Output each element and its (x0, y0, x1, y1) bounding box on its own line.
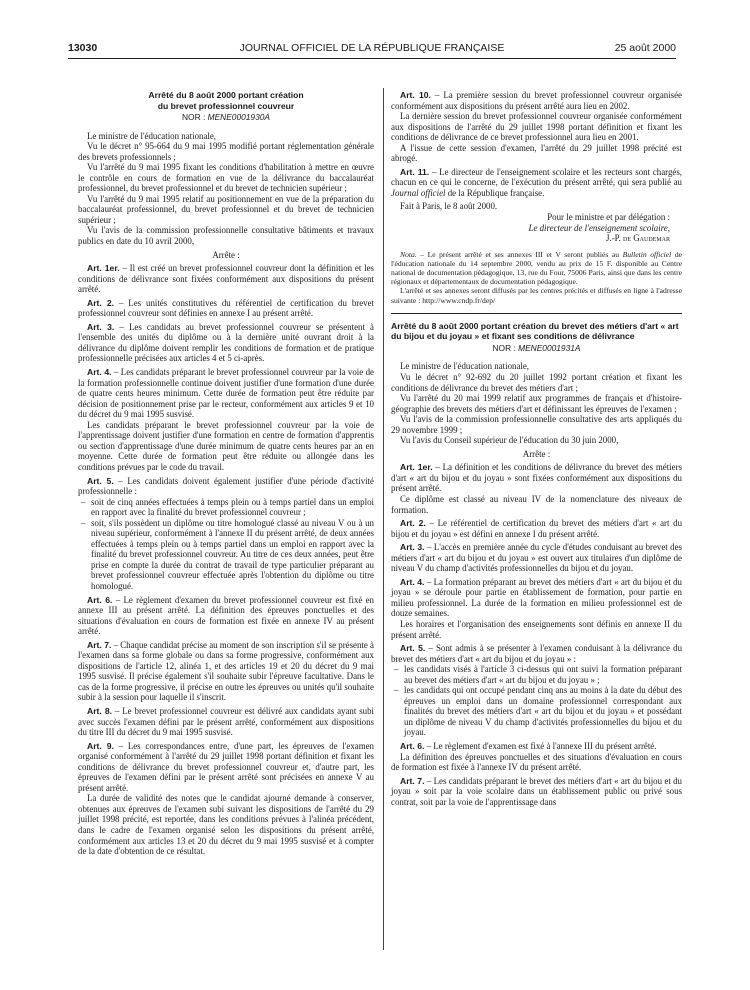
article-5: Art. 5. – Sont admis à se présenter à l'examen conduisant à la délivrance du brevet des métiers d'art « art du bijou et du joyau » : (391, 643, 683, 664)
issue-date: 25 août 2000 (614, 42, 676, 54)
preamble-visa: Vu le décret n° 92-692 du 20 juillet 1992 portant création et fixant les conditions de délivrance du brevet des métiers d'art ; (391, 371, 682, 393)
article-6: Art. 6. – Le règlement d'examen est fixé à l'annexe III du présent arrêté. (400, 741, 657, 752)
article-9-paragraph: La durée de validité des notes que le candidat ajourné demande à conserver, obtenues aux épreuves de l'examen subi suivant les dispositions de l'arrêté du 29 juillet 1998 précité, est reportée, dans les conditions prévues à l'alinéa précédent, dans le cadre de l'examen organisé selon les dispositions du présent arrêté, conformément aux articles 13 et 20 du décret du 9 mai 1995 susvisé et à compter de la date d'obtention de ce résultat. (78, 793, 374, 857)
article-label: Art. 4. (400, 576, 425, 587)
article-7: Art. 7. – Les candidats préparant le brevet des métiers d'art « art du bijou et du joyau » soit par la voie scolaire dans un établissement public ou privé sous contrat, soit par la voie de l'apprentissage dans (391, 775, 682, 807)
section-separator (391, 313, 682, 314)
article-5: Art. 5. – Les candidats doivent également justifier d'une période d'activité professionnelle : (78, 475, 374, 497)
preamble-visa: Vu l'arrêté du 20 mai 1999 relatif aux programmes de français et d'histoire-géographie des brevets des métiers d'art et définissant les épreuves de l'examen ; (391, 393, 682, 414)
preamble-visa: Vu l'arrêté du 9 mai 1995 fixant les conditions d'habilitation à mettre en œuvre le contrôle en cours de formation en vue de la délivrance du baccalauréat professionnel, du brevet professionnel et du brevet de technicien supérieur ; (78, 162, 374, 194)
article-2: Art. 2. – Le référentiel de certification du brevet des métiers d'art « art du bijou et du joyau » est défini en annexe I du présent arrêté. (391, 518, 683, 539)
signature-delegation: Pour le ministre et par délégation : (547, 212, 670, 223)
signature-role: Le directeur de l'enseignement scolaire, (528, 222, 670, 233)
preamble-visa: Vu l'avis de la commission professionnelle consultative des arts appliqués du 29 novembre 1999 ; (391, 414, 682, 435)
nor-reference: NOR : MENE0001931A (492, 342, 581, 353)
nota-block (391, 250, 682, 305)
nor-code: MENE0001930A (207, 112, 270, 122)
list-item: – les candidats visés à l'article 3 ci-dessus qui ont suivi la formation préparant au brevet des métiers d'art « art du bijou et du joyau » ; (394, 664, 682, 685)
article-1-paragraph: Ce diplôme est classé au niveau IV de la nomenclature des niveaux de formation. (391, 493, 682, 515)
article-10-paragraph: La dernière session du brevet professionnel couvreur organisée conformément aux dispositions de l'arrêté du 29 juillet 1998 portant définition et fixant les conditions de délivrance de ce brevet professionnel aura lieu en 2001. (391, 111, 682, 143)
article-label: Art. 2. (87, 297, 115, 308)
right-column (391, 90, 682, 807)
article-6-paragraph: La définition des épreuves ponctuelles et des situations d'évaluation en cours de formation est fixée à l'annexe IV du présent arrêté. (391, 751, 682, 773)
signature-name: J.-P. de Gaudemar (606, 233, 670, 244)
article-label: Art. 7. (400, 775, 425, 786)
list-item: – soit de cinq années effectuées à temps plein ou à temps partiel dans un emploi en rapport avec la finalité du brevet professionnel couvreur ; (81, 496, 374, 518)
preamble-visa: Vu l'avis de la commission professionnelle consultative bâtiments et travaux publics en date du 10 avril 2000, (78, 225, 374, 247)
article-1: Art. 1er. – La définition et les conditions de délivrance du brevet des métiers d'art « art du bijou et du joyau » sont fixées conformément aux dispositions du présent arrêté. (391, 462, 682, 494)
article-label: Art. 1er. (400, 462, 433, 473)
article-1: Art. 1er. – Il est créé un brevet professionnel couvreur dont la définition et les conditions de délivrance sont fixées conformément aux dispositions du présent arrêté. (78, 263, 374, 295)
preamble-visa: Vu le décret n° 95-664 du 9 mai 1995 modifié portant réglementation générale des brevets professionnels ; (78, 141, 374, 162)
article-label: Art. 2. (400, 518, 426, 529)
article-10: Art. 10. – La première session du brevet professionnel couvreur organisée conformément aux dispositions du présent arrêté aura lieu en 2002. (391, 90, 682, 111)
page-header (68, 42, 676, 58)
decree-title-line-1: Arrêté du 8 août 2000 portant création (148, 90, 304, 100)
article-label: Art. 3. (87, 321, 115, 332)
article-label: Art. 3. (400, 542, 425, 553)
article-5-list (78, 497, 374, 592)
article-7: Art. 7. – Chaque candidat précise au moment de son inscription s'il se présente à l'examen dans sa forme globale ou dans sa forme progressive, conformément aux dispositions de l'article 12, alinéa 1, et des articles 19 et 20 du décret du 9 mai 1995 susvisé. Il précise également s'il souhaite subir l'épreuve facultative. Dans le cas de la forme progressive, il précise en outre les épreuves ou unités qu'il souhaite subir à la session pour laquelle il s'inscrit. (78, 639, 374, 703)
article-label: Art. 6. (400, 741, 425, 752)
preamble-minister: Le ministre de l'éducation nationale, (400, 361, 530, 372)
preamble-visa: Vu l'avis du Conseil supérieur de l'éducation du 30 juin 2000, (400, 435, 619, 446)
decree-title: Arrêté du 8 août 2000 portant création du brevet des métiers d'art « art du bijou et du joyau » et fixant ses conditions de délivrance (391, 320, 679, 342)
article-11: Art. 11. – Le directeur de l'enseignement scolaire et les recteurs sont chargés, chacun en ce qui le concerne, de l'exécution du présent arrêté, qui sera publié au Journal officiel de la République française. (391, 166, 682, 198)
article-label: Art. 1er. (87, 263, 120, 274)
nor-code: MENE0001931A (518, 342, 581, 353)
article-label: Art. 10. (400, 90, 431, 100)
article-label: Art. 8. (87, 705, 113, 716)
article-5-list (391, 664, 682, 738)
article-9: Art. 9. – Les correspondances entre, d'une part, les épreuves de l'examen organisé conformément à l'arrêté du 29 juillet 1998 portant définition et fixant les conditions de délivrance du brevet professionnel couvreur et, d'autre part, les épreuves de l'examen défini par le présent arrêté sont précisées en annexe V au présent arrêté. (78, 740, 374, 793)
list-item: – soit, s'ils possèdent un diplôme ou titre homologué classé au niveau V ou à un niveau supérieur, conformément à l'annexe II du présent arrêté, de deux années effectuées à temps plein ou à temps partiel dans un emploi en rapport avec la finalité du brevet professionnel couvreur. Au titre de ces deux années, peut être prise en compte la durée du contrat de travail de type particulier préparant au brevet professionnel couvreur effectuée après l'obtention du diplôme ou titre homologué. (81, 517, 374, 591)
article-label: Art. 5. (400, 643, 426, 654)
decree-title-line-2: du brevet professionnel couvreur (157, 100, 295, 111)
article-2: Art. 2. – Les unités constitutives du référentiel de certification du brevet professionnel couvreur sont définies en annexe I au présent arrêté. (78, 297, 374, 319)
nota-paragraph: L'arrêté et ses annexes seront diffusés par les centres précités et diffusés en ligne à l'adresse suivante : http://www.cndp.fr/dep/ (391, 286, 682, 305)
article-4-paragraph: Les candidats préparant le brevet professionnel couvreur par la voie de l'apprentissage doivent justifier d'une formation en centre de formation d'apprentis ou section d'apprentissage d'une durée minimum de quatre cents heures par an en moyenne. Cette durée de formation peut être réduite ou allongée dans les conditions prévues par le code du travail. (78, 419, 374, 472)
article-label: Art. 9. (87, 740, 114, 751)
list-item: – les candidats qui ont occupé pendant cinq ans au moins à la date du début des épreuves un emploi dans un domaine professionnel correspondant aux finalités du brevet des métiers d'art « art du bijou et du joyau » et possédant un diplôme de niveau V du champ d'activités professionnelles du bijou et du joyau. (394, 685, 682, 738)
nor-reference: NOR : MENE0001930A (182, 112, 270, 122)
article-4: Art. 4. – Les candidats préparant le brevet professionnel couvreur par la voie de la formation professionnelle continue doivent justifier d'une formation d'une durée de quatre cents heures minimum. Cette durée de formation peut être réduite par décision de positionnement prise par le recteur, conformément aux articles 9 et 10 du décret du 9 mai 1995 susvisé. (78, 367, 374, 420)
article-label: Art. 11. (400, 166, 430, 177)
page-number: 13030 (68, 42, 98, 54)
journal-title: JOURNAL OFFICIEL DE LA RÉPUBLIQUE FRANÇAISE (239, 42, 505, 54)
article-4-paragraph: Les horaires et l'organisation des enseignements sont définis en annexe II du présent arrêté. (391, 619, 682, 640)
article-label: Art. 4. (87, 367, 112, 378)
preamble-minister: Le ministre de l'éducation nationale, (87, 130, 217, 141)
nota-paragraph: Nota. – Le présent arrêté et ses annexes III et V seront publiés au Bulletin officiel de l'éducation nationale du 14 septembre 2000, vendu au prix de 15 F. disponible au Centre national de documentation pédagogique, 13, rue du Four, 75006 Paris, ainsi que dans les centre régionaux et départementaux de documentation pédagogique. (391, 249, 683, 287)
arrete-heading: Arrête : (212, 249, 240, 260)
article-label: Art. 6. (87, 594, 113, 605)
preamble-visa: Vu l'arrêté du 9 mai 1995 relatif au positionnement en vue de la préparation du baccalauréat professionnel, du brevet professionnel et du brevet de technicien supérieur ; (78, 193, 374, 225)
header-rule (68, 58, 676, 59)
left-column (78, 90, 374, 857)
arrete-heading: Arrête : (522, 448, 551, 459)
article-label: Art. 7. (87, 639, 112, 650)
signature-place-date: Fait à Paris, le 8 août 2000. (400, 201, 498, 212)
article-10-paragraph: A l'issue de cette session d'examen, l'arrêté du 29 juillet 1998 précité est abrogé. (391, 142, 682, 164)
article-6: Art. 6. – Le règlement d'examen du brevet professionnel couvreur est fixé en annexe III au présent arrêté. La définition des épreuves ponctuelles et des situations d'évaluation en cours de formation est fixée en annexe IV au présent arrêté. (78, 594, 374, 637)
article-3: Art. 3. – L'accès en première année du cycle d'études conduisant au brevet des métiers d'art « art du bijou et du joyau » est ouvert aux titulaires d'un diplôme de niveau V du champ d'activités professionnelles du bijou et du joyau. (391, 542, 682, 574)
article-3: Art. 3. – Les candidats au brevet professionnel couvreur se présentent à l'ensemble des unités du diplôme ou à la dernière unité ouvrant droit à la délivrance du diplôme doivent remplir les conditions de formation et de pratique professionnelle précisées aux articles 4 et 5 ci-après. (78, 321, 374, 364)
column-divider (383, 88, 384, 950)
article-8: Art. 8. – Le brevet professionnel couvreur est délivré aux candidats ayant subi avec succès l'examen défini par le présent arrêté, conformément aux dispositions du titre III du décret du 9 mai 1995 susvisé. (78, 705, 374, 738)
article-label: Art. 5. (87, 475, 114, 486)
article-4: Art. 4. – La formation préparant au brevet des métiers d'art « art du bijou et du joyau » se déroule pour partie en établissement de formation, pour partie en milieu professionnel. La durée de la formation en milieu professionnel est de douze semaines. (391, 576, 682, 619)
